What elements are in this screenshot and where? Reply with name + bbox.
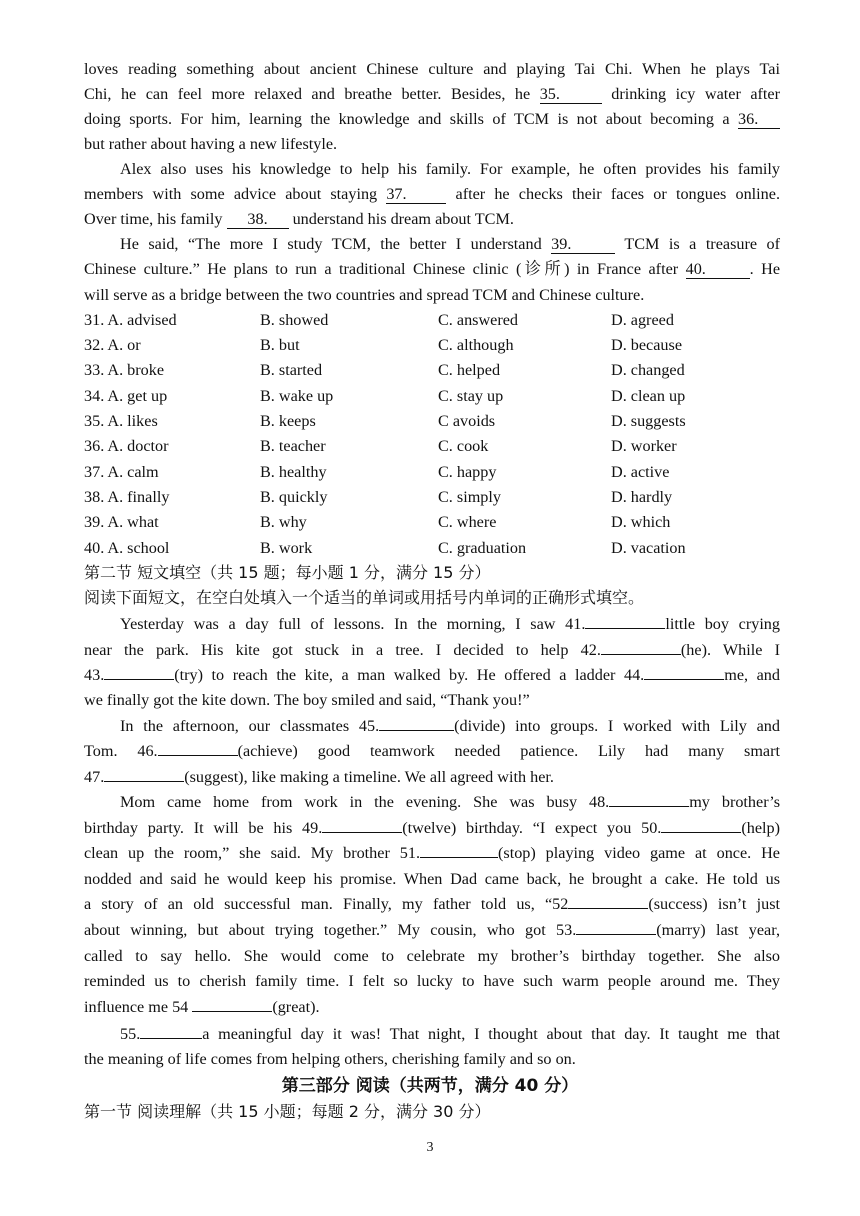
passage-line: but rather about having a new lifestyle. xyxy=(84,135,338,153)
cloze-line: reminded us to cherish family time. I felt so lucky to have such warm people around me. They xyxy=(84,972,780,990)
option[interactable]: B. healthy xyxy=(260,463,327,481)
option[interactable]: B. showed xyxy=(260,311,329,329)
option[interactable]: B. but xyxy=(260,336,300,354)
option[interactable]: C. helped xyxy=(438,361,501,379)
answer-blank[interactable]: 40. xyxy=(686,260,750,279)
option[interactable]: B. keeps xyxy=(260,412,316,430)
answer-blank[interactable] xyxy=(158,755,238,756)
option[interactable]: C. happy xyxy=(438,463,497,481)
answer-blank[interactable] xyxy=(192,1011,272,1012)
answer-blank[interactable]: 35. xyxy=(540,85,602,104)
cloze-line: Yesterday was a day full of lessons. In the morning, I saw 41. little boy crying xyxy=(120,615,780,633)
page-number: 3 xyxy=(426,1140,434,1155)
passage-line: Chi, he can feel more relaxed and breathe better. Besides, he 35. drinking icy water after xyxy=(84,85,780,103)
option[interactable]: B. quickly xyxy=(260,488,328,506)
cloze-line: Mom came home from work in the evening. She was busy 48. my brother’s xyxy=(120,793,780,811)
option[interactable]: D. because xyxy=(611,336,683,354)
option[interactable]: D. vacation xyxy=(611,539,686,557)
cloze-line: clean up the room,” she said. My brother 51. (stop) playing video game at once. He xyxy=(84,844,780,862)
option[interactable]: C. graduation xyxy=(438,539,527,557)
answer-blank[interactable] xyxy=(585,628,665,629)
answer-blank[interactable] xyxy=(601,654,681,655)
passage-line: will serve as a bridge between the two countries and spread TCM and Chinese culture. xyxy=(84,286,645,304)
passage-line: members with some advice about staying 37. after he checks their faces or tongues online. xyxy=(84,185,780,203)
option[interactable]: C. cook xyxy=(438,437,489,455)
answer-blank[interactable]: 36. xyxy=(738,110,780,129)
option[interactable]: 39. A. what xyxy=(84,513,159,531)
answer-blank[interactable] xyxy=(104,679,174,680)
cloze-line: nodded and said he would keep his promise. When Dad came back, he brought a cake. He told us xyxy=(84,870,780,888)
option[interactable]: 34. A. get up xyxy=(84,387,168,405)
cloze-line: 55. a meaningful day it was! That night, I thought about that day. It taught me that xyxy=(120,1025,780,1043)
answer-blank[interactable] xyxy=(322,832,402,833)
option[interactable]: 40. A. school xyxy=(84,539,170,557)
cloze-line: we finally got the kite down. The boy smiled and said, “Thank you!” xyxy=(84,691,530,709)
option[interactable]: D. which xyxy=(611,513,671,531)
cloze-line: a story of an old successful man. Finally, my father told us, “52 (success) isn’t just xyxy=(84,895,780,913)
passage-line: doing sports. For him, learning the knowledge and skills of TCM is not about becoming a 36. xyxy=(84,109,780,129)
option[interactable]: B. why xyxy=(260,513,307,531)
passage-line: loves reading something about ancient Chinese culture and playing Tai Chi. When he plays Tai xyxy=(84,60,780,78)
answer-blank[interactable] xyxy=(420,857,498,858)
passage-line: He said, “The more I study TCM, the better I understand 39. TCM is a treasure of xyxy=(120,235,780,253)
option[interactable]: B. teacher xyxy=(260,437,326,455)
answer-blank[interactable] xyxy=(568,908,648,909)
option[interactable]: D. worker xyxy=(611,437,677,455)
answer-blank[interactable] xyxy=(609,806,689,807)
option[interactable]: 31. A. advised xyxy=(84,311,177,329)
answer-blank[interactable] xyxy=(661,832,741,833)
option[interactable]: C. answered xyxy=(438,311,519,329)
passage-line: Over time, his family 38. understand his dream about TCM. xyxy=(84,210,514,228)
option[interactable]: 37. A. calm xyxy=(84,463,159,481)
option[interactable]: 35. A. likes xyxy=(84,412,158,430)
option[interactable]: 32. A. or xyxy=(84,336,141,354)
option[interactable]: C. where xyxy=(438,513,497,531)
cloze-line: 47. (suggest), like making a timeline. We all agreed with her. xyxy=(84,768,554,786)
cloze-line: 43. (try) to reach the kite, a man walked by. He offered a ladder 44. me, and xyxy=(84,666,780,684)
option[interactable]: C. although xyxy=(438,336,514,354)
cloze-line: the meaning of life comes from helping others, cherishing family and so on. xyxy=(84,1050,576,1068)
option[interactable]: C. simply xyxy=(438,488,501,506)
section-title: 第二节 短文填空（共 15 题；每小题 1 分，满分 15 分） xyxy=(84,563,491,582)
option[interactable]: D. hardly xyxy=(611,488,673,506)
section-instruction: 阅读下面短文，在空白处填入一个适当的单词或用括号内单词的正确形式填空。 xyxy=(84,588,645,607)
option[interactable]: D. changed xyxy=(611,361,685,379)
option[interactable]: D. suggests xyxy=(611,412,686,430)
option[interactable]: D. agreed xyxy=(611,311,674,329)
cloze-line: birthday party. It will be his 49. (twelve) birthday. “I expect you 50. (help) xyxy=(84,819,780,837)
option[interactable]: 33. A. broke xyxy=(84,361,165,379)
option[interactable]: B. wake up xyxy=(260,387,334,405)
answer-blank[interactable] xyxy=(140,1038,202,1039)
cloze-line: called to say hello. She would come to celebrate my brother’s birthday together. She also xyxy=(84,947,780,965)
answer-blank[interactable] xyxy=(379,730,454,731)
cloze-line: near the park. His kite got stuck in a tree. I decided to help 42. (he). While I xyxy=(84,641,780,659)
option[interactable]: C avoids xyxy=(438,412,496,430)
option[interactable]: B. work xyxy=(260,539,313,557)
answer-blank[interactable] xyxy=(644,679,724,680)
option[interactable]: 36. A. doctor xyxy=(84,437,169,455)
passage-line: Chinese culture.” He plans to run a traditional Chinese clinic (诊所) in France after 40. . He xyxy=(84,260,780,278)
option[interactable]: D. clean up xyxy=(611,387,686,405)
answer-blank[interactable]: 37. xyxy=(386,185,446,204)
option[interactable]: C. stay up xyxy=(438,387,504,405)
answer-blank[interactable] xyxy=(104,781,184,782)
part-heading: 第三部分 阅读（共两节，满分 40 分） xyxy=(281,1076,579,1096)
answer-blank[interactable]: 39. xyxy=(551,235,615,254)
passage-line: Alex also uses his knowledge to help his family. For example, he often provides his family xyxy=(120,160,780,178)
cloze-line: Tom. 46. (achieve) good teamwork needed patience. Lily had many smart xyxy=(84,742,780,760)
option[interactable]: 38. A. finally xyxy=(84,488,170,506)
answer-blank[interactable] xyxy=(576,934,656,935)
cloze-line: In the afternoon, our classmates 45. (divide) into groups. I worked with Lily and xyxy=(120,717,780,735)
option[interactable]: B. started xyxy=(260,361,323,379)
cloze-line: influence me 54 (great). xyxy=(84,998,320,1016)
answer-blank[interactable]: 38. xyxy=(227,210,289,229)
section-title: 第一节 阅读理解（共 15 小题；每题 2 分，满分 30 分） xyxy=(84,1102,491,1121)
option[interactable]: D. active xyxy=(611,463,670,481)
cloze-line: about winning, but about trying together.” My cousin, who got 53. (marry) last year, xyxy=(84,921,780,939)
